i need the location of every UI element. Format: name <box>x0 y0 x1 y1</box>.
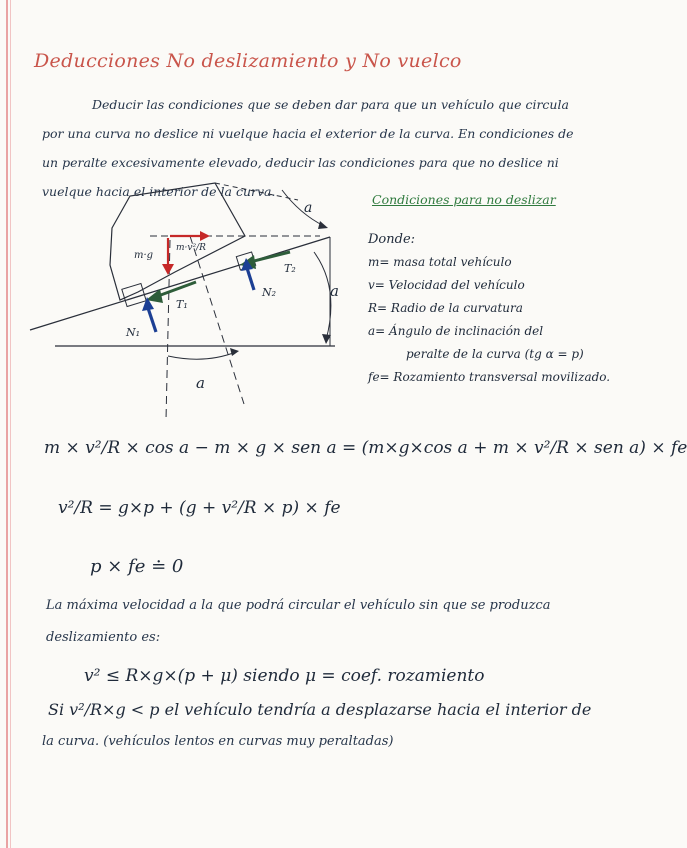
angle-arc-bottom <box>168 352 236 359</box>
max-velocity-text: La máxima velocidad a la que podrá circular el vehículo sin que se produzca <box>46 598 551 613</box>
max-velocity-text-cont: deslizamiento es: <box>46 630 161 645</box>
page-title: Deducciones No deslizamiento y No vuelco <box>34 50 462 72</box>
formula-approx: p × fe ≐ 0 <box>90 556 184 577</box>
angle-arc-top-head <box>318 221 328 229</box>
vehicle-roof-line <box>215 183 298 200</box>
interior-slide-note: la curva. (vehículos lentos en curvas muy peraltadas) <box>42 734 394 749</box>
centrifugal-arrowhead <box>200 231 210 241</box>
conditions-title: Condiciones para no deslizar <box>372 192 556 207</box>
formula-interior-slide: Si v²/R×g < p el vehículo tendría a desplazarse hacia el interior de <box>48 700 592 719</box>
formula-max-velocity: v² ≤ R×g×(p + μ) siendo μ = coef. rozamiento <box>84 666 485 686</box>
angle-arc-top <box>282 190 324 226</box>
t2-label: T₂ <box>284 262 296 275</box>
angle-top-label: a <box>304 200 313 216</box>
t2-arrow <box>250 252 290 262</box>
n1-arrow <box>148 308 156 332</box>
legend-radius: R= Radio de la curvatura <box>368 301 523 315</box>
angle-right-label: a <box>330 282 339 300</box>
intro-paragraph: Deducir las condiciones que se deben dar para que un vehículo que circula por una curva no deslice ni vuelque hacia el exterior de la curva. En condiciones de un peralte excesivamente elevado, deducir las condiciones para que no deslice ni vuelque hacia el interior de la curva. <box>42 97 574 199</box>
legend-angle-cont: peralte de la curva (tg α = p) <box>406 347 584 361</box>
legend-mass: m= masa total vehículo <box>368 255 512 269</box>
legend-angle: a= Ángulo de inclinación del <box>368 324 544 338</box>
formula-simplified: v²/R = g×p + (g + v²/R × p) × fe <box>58 498 341 518</box>
weight-label: m·g <box>134 250 154 261</box>
vehicle-body <box>110 183 245 300</box>
angle-bottom-label: a <box>196 374 205 392</box>
n2-arrow <box>247 268 254 290</box>
legend-friction: fe= Rozamiento transversal movilizado. <box>368 370 611 384</box>
variable-legend <box>368 228 611 389</box>
t1-label: T₁ <box>176 298 188 311</box>
angle-arc-right <box>314 252 331 340</box>
n1-label: N₁ <box>126 326 141 339</box>
centrifugal-label: m·v²/R <box>176 243 206 253</box>
angle-arc-bottom-head <box>230 348 239 356</box>
legend-donde: Donde: <box>368 232 416 247</box>
n2-label: N₂ <box>262 286 277 299</box>
legend-velocity: v= Velocidad del vehículo <box>368 278 525 292</box>
formula-equilibrium: m × v²/R × cos a − m × g × sen a = (m×g×cos a + m × v²/R × sen a) × fe <box>44 438 687 458</box>
